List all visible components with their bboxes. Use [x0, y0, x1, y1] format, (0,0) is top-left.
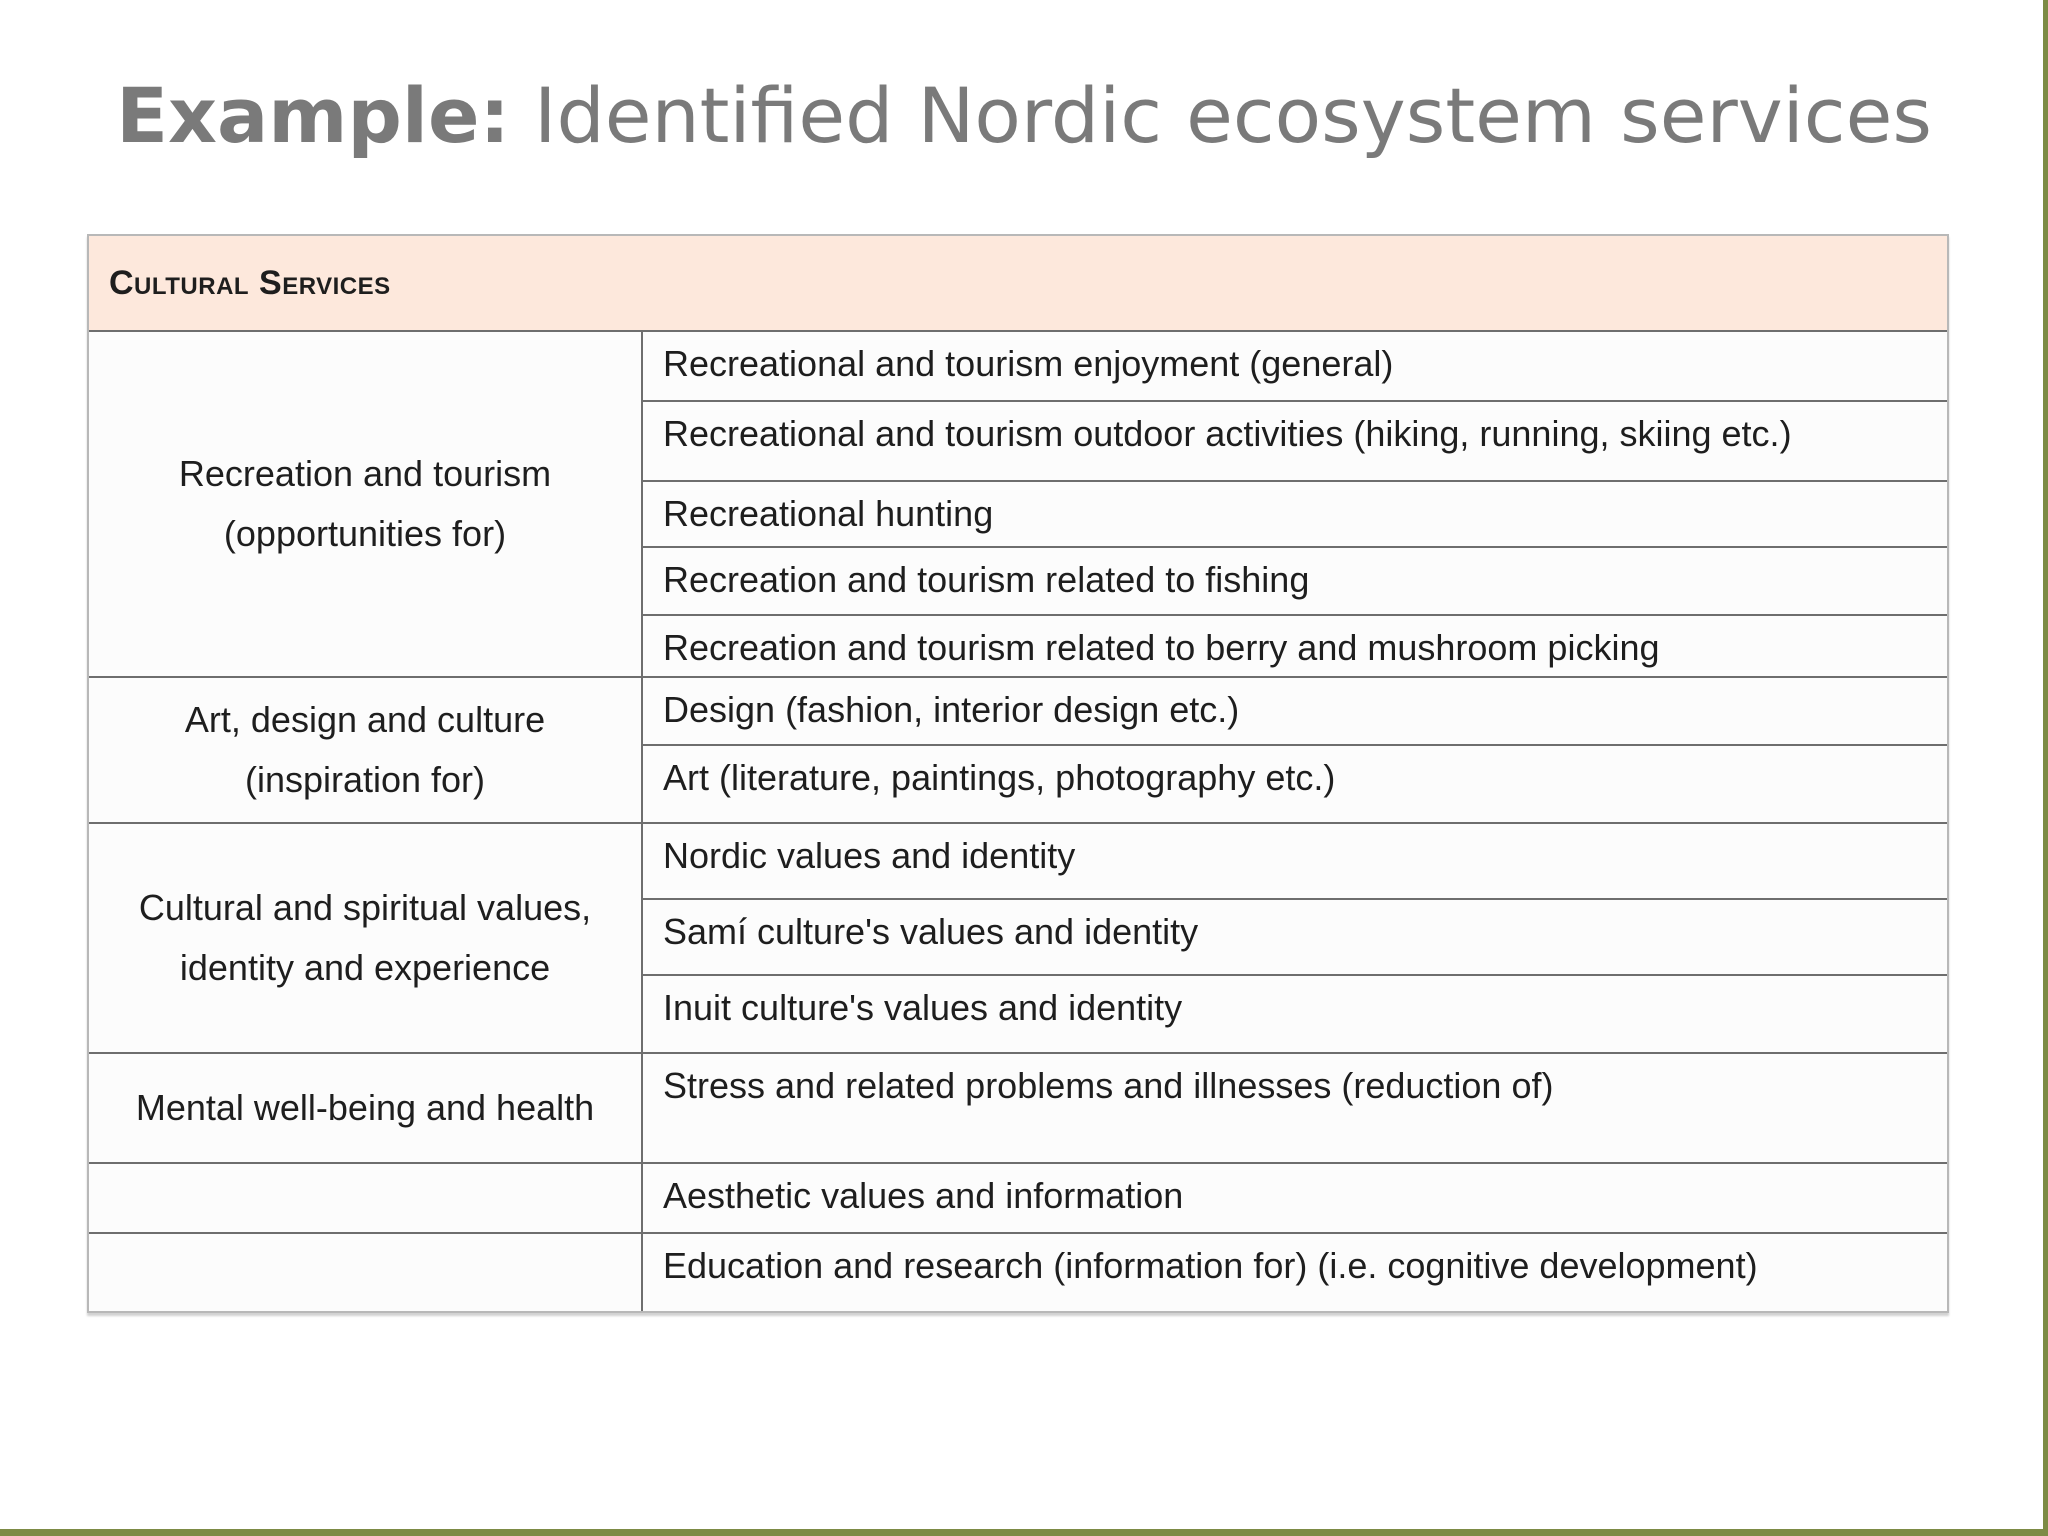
service-cell: Aesthetic values and information: [642, 1163, 1947, 1233]
category-cell: Mental well-being and health: [89, 1053, 642, 1163]
services-table: [89, 236, 1947, 1311]
service-cell: Nordic values and identity: [642, 823, 1947, 899]
accent-bar-bottom: [0, 1529, 2048, 1536]
category-cell: Art, design and culture (inspiration for): [89, 677, 642, 823]
slide-title-rest: Identified Nordic ecosystem services: [509, 71, 1932, 160]
service-cell: Recreation and tourism related to berry and mushroom picking: [642, 615, 1947, 677]
accent-bar-right: [2043, 0, 2048, 1536]
table-row: [89, 823, 1947, 899]
service-cell: Recreational and tourism outdoor activities (hiking, running, skiing etc.): [642, 401, 1947, 481]
service-cell: Inuit culture's values and identity: [642, 975, 1947, 1053]
slide-title-bold: Example:: [116, 71, 510, 160]
service-cell: Recreational hunting: [642, 481, 1947, 547]
category-cell: Recreation and tourism (opportunities for): [89, 331, 642, 677]
table-header-row: [89, 236, 1947, 331]
table-row: [89, 1053, 1947, 1163]
table-row: [89, 677, 1947, 745]
service-cell: Education and research (information for) (i.e. cognitive development): [642, 1233, 1947, 1311]
service-cell: Art (literature, paintings, photography etc.): [642, 745, 1947, 823]
service-cell: Recreational and tourism enjoyment (general): [642, 331, 1947, 401]
category-cell: [89, 1233, 642, 1311]
service-cell: Design (fashion, interior design etc.): [642, 677, 1947, 745]
table-row: [89, 1233, 1947, 1311]
table-row: [89, 1163, 1947, 1233]
table-header-label: Cultural Services: [109, 263, 391, 302]
category-cell: [89, 1163, 642, 1233]
service-cell: Recreation and tourism related to fishing: [642, 547, 1947, 615]
category-cell: Cultural and spiritual values, identity and experience: [89, 823, 642, 1053]
cultural-services-table: [87, 234, 1949, 1313]
service-cell: Samí culture's values and identity: [642, 899, 1947, 975]
service-cell: Stress and related problems and illnesses (reduction of): [642, 1053, 1947, 1163]
table-header: [89, 236, 1947, 331]
table-row: [89, 331, 1947, 401]
slide-title: [0, 66, 2048, 166]
